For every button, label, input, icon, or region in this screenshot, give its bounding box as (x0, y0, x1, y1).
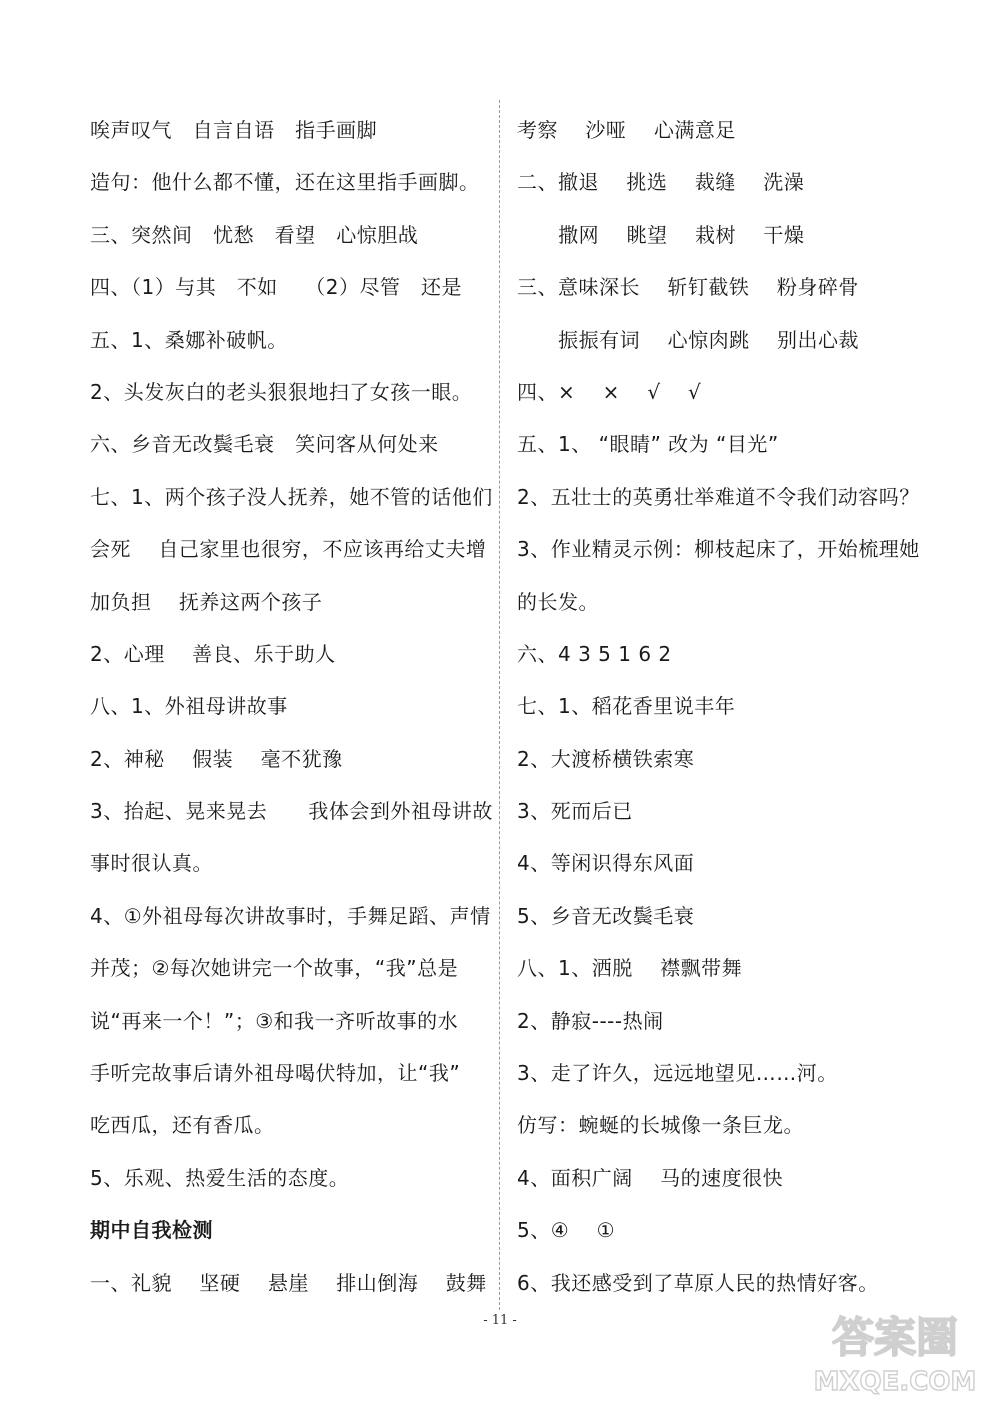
text-line: 六、4 3 5 1 6 2 (517, 641, 672, 666)
text-line: 仿写：蜿蜒的长城像一条巨龙。 (517, 1113, 804, 1138)
text-line: 5、④ ① (517, 1218, 616, 1243)
text-line: 手听完故事后请外祖母喝伏特加，让“我” (90, 1061, 461, 1086)
text-line: 4、①外祖母每次讲故事时，手舞足蹈、声情 (90, 903, 491, 928)
text-line: 四、× × √ √ (517, 379, 702, 404)
text-line: 八、1、洒脱 襟飘带舞 (517, 956, 743, 981)
text-line: 2、心理 善良、乐于助人 (90, 641, 336, 666)
text-line: 造句：他什么都不懂，还在这里指手画脚。 (90, 170, 480, 195)
text-line: 四、（1）与其 不如 （2）尽管 还是 (90, 275, 463, 300)
text-line: 五、1、桑娜补破帆。 (90, 327, 288, 352)
text-line: 三、突然间 忧愁 看望 心惊胆战 (90, 222, 419, 247)
text-line: 并茂；②每次她讲完一个故事，“我”总是 (90, 956, 459, 981)
text-line: 2、头发灰白的老头狠狠地扫了女孩一眼。 (90, 379, 473, 404)
page-number: - 11 - (483, 1313, 517, 1328)
text-line: 4、面积广阔 马的速度很快 (517, 1165, 784, 1190)
text-line: 六、乡音无改鬓毛衰 笑问客从何处来 (90, 432, 439, 457)
text-line: 八、1、外祖母讲故事 (90, 694, 288, 719)
text-line: 3、抬起、晃来晃去 我体会到外祖母讲故 (90, 799, 493, 824)
text-line: 二、撤退 挑选 裁缝 洗澡 (517, 170, 805, 195)
text-line: 3、死而后已 (517, 799, 633, 824)
text-line: 加负担 抚养这两个孩子 (90, 589, 323, 614)
text-line: 说“再来一个！”；③和我一齐听故事的水 (90, 1008, 459, 1033)
text-line: 会死 自己家里也很穷，不应该再给丈夫增 (90, 537, 487, 562)
text-line: 的长发。 (517, 589, 599, 614)
text-line: 五、1、 “眼睛” 改为 “目光” (517, 432, 779, 457)
watermark-brand: 答案圈 (831, 1313, 959, 1362)
watermark-logo (810, 1302, 980, 1402)
watermark-url: MXQE.COM (813, 1367, 977, 1397)
text-line: 撒网 眺望 栽树 干燥 (517, 222, 805, 247)
text-line: 3、走了许久，远远地望见……河。 (517, 1061, 838, 1086)
text-line: 6、我还感受到了草原人民的热情好客。 (517, 1270, 879, 1295)
text-line: 2、大渡桥横铁索寒 (517, 746, 695, 771)
text-line: 一、礼貌 坚硬 悬崖 排山倒海 鼓舞 (90, 1270, 487, 1295)
text-line: 七、1、稻花香里说丰年 (517, 694, 736, 719)
text-line: 2、神秘 假装 毫不犹豫 (90, 746, 343, 771)
text-line: 3、作业精灵示例：柳枝起床了，开始梳理她 (517, 537, 920, 562)
text-line: 5、乐观、热爱生活的态度。 (90, 1165, 350, 1190)
text-line: 事时很认真。 (90, 851, 213, 876)
text-line: 振振有词 心惊肉跳 别出心裁 (517, 327, 860, 352)
text-line: 5、乡音无改鬓毛衰 (517, 903, 695, 928)
section-heading: 期中自我检测 (90, 1218, 213, 1243)
right-column (517, 110, 920, 1315)
text-line: 吃西瓜，还有香瓜。 (90, 1113, 275, 1138)
text-line: 唉声叹气 自言自语 指手画脚 (90, 118, 378, 142)
text-line: 七、1、两个孩子没人抚养，她不管的话他们 (90, 484, 493, 509)
text-line: 考察 沙哑 心满意足 (517, 118, 736, 142)
text-line: 2、五壮士的英勇壮举难道不令我们动容吗？ (517, 484, 920, 509)
text-line: 三、意味深长 斩钉截铁 粉身碎骨 (517, 275, 859, 300)
text-line: 2、静寂----热闹 (517, 1008, 664, 1033)
left-column (90, 110, 493, 1315)
text-line: 4、等闲识得东风面 (517, 851, 695, 876)
column-divider (499, 100, 500, 1310)
